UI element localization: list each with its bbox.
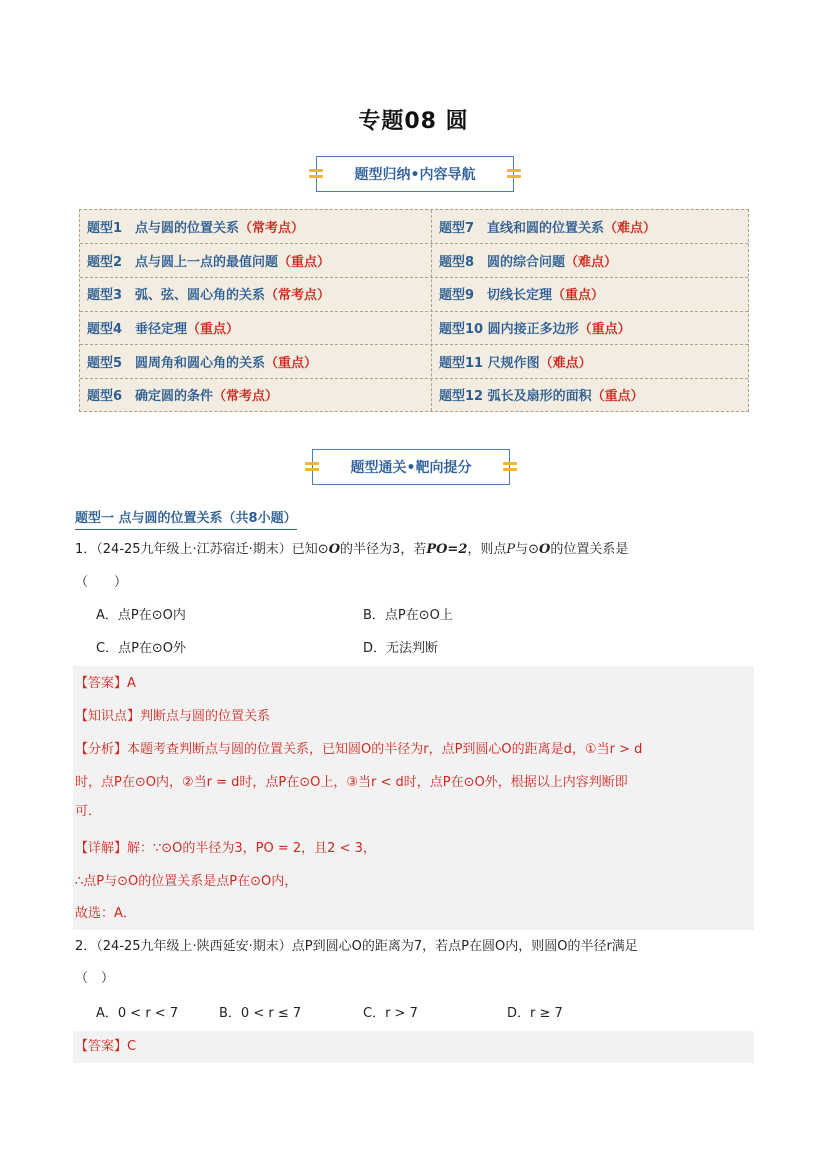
banner-decoration-right	[507, 166, 521, 184]
question-1-analysis-line-2: 时，点P在⊙O内，②当r = d时，点P在⊙O上，③当r < d时，点P在⊙O外，根据以上内容判断即	[75, 775, 628, 790]
nav-item-topic-10[interactable]: 题型10 圆内接正多边形 （重点）	[439, 322, 631, 337]
banner-navigation	[316, 156, 514, 192]
question-2-option-c[interactable]: C．r > 7	[363, 1006, 418, 1021]
nav-item-topic-7[interactable]: 题型7 直线和圆的位置关系 （难点）	[439, 221, 657, 236]
banner-label: 题型通关•靶向提分	[350, 460, 472, 476]
question-2-option-b[interactable]: B．0 < r ≤ 7	[219, 1006, 302, 1021]
question-1-option-c[interactable]: C．点P在⊙O外	[96, 641, 187, 656]
nav-item-topic-6[interactable]: 题型6 确定圆的条件 （常考点）	[87, 389, 279, 404]
question-1-detail-line-2: ∴点P与⊙O的位置关系是点P在⊙O内，	[75, 874, 298, 889]
nav-item-topic-11[interactable]: 题型11 尺规作图 （难点）	[439, 356, 592, 371]
question-1-option-b[interactable]: B．点P在⊙O上	[363, 608, 453, 623]
question-1-detail: 【详解】解：∵⊙O的半径为3，PO = 2，且2 < 3，	[75, 841, 376, 856]
nav-item-topic-8[interactable]: 题型8 圆的综合问题 （难点）	[439, 255, 618, 270]
question-1-stem: 1．（24-25九年级上·江苏宿迁·期末）已知⊙O的半径为3，若PO=2，则点P与⊙O的位置关系是	[75, 542, 629, 557]
question-1-detail-line-3: 故选：A．	[75, 906, 136, 921]
topic-navigation-table	[79, 209, 749, 412]
nav-item-topic-1[interactable]: 题型1 点与圆的位置关系 （常考点）	[87, 221, 305, 236]
question-1-analysis-line-3: 可．	[75, 804, 102, 819]
question-1-knowledge-point: 【知识点】判断点与圆的位置关系	[75, 709, 271, 724]
nav-item-topic-3[interactable]: 题型3 弧、弦、圆心角的关系 （常考点）	[87, 288, 331, 303]
banner-label: 题型归纳•内容导航	[354, 167, 476, 183]
section-title: 题型一 点与圆的位置关系（共8小题）	[75, 509, 297, 530]
banner-decoration-left	[305, 459, 319, 477]
question-1-option-d[interactable]: D．无法判断	[363, 641, 439, 656]
question-2-answer-box	[73, 1031, 754, 1063]
question-1-bracket: （ ）	[75, 575, 128, 590]
nav-item-topic-5[interactable]: 题型5 圆周角和圆心角的关系 （重点）	[87, 356, 318, 371]
nav-item-topic-2[interactable]: 题型2 点与圆上一点的最值问题 （重点）	[87, 255, 331, 270]
nav-item-topic-12[interactable]: 题型12 弧长及扇形的面积 （重点）	[439, 389, 644, 404]
question-1-option-a[interactable]: A．点P在⊙O内	[96, 608, 186, 623]
nav-item-topic-4[interactable]: 题型4 垂径定理 （重点）	[87, 322, 240, 337]
question-1-answer: 【答案】A	[75, 676, 136, 691]
question-2-stem: 2．（24-25九年级上·陕西延安·期末）点P到圆心O的距离为7，若点P在圆O内，则圆O的半径r满足	[75, 939, 638, 954]
question-1-analysis: 【分析】本题考查判断点与圆的位置关系，已知圆O的半径为r，点P到圆心O的距离是d，①当r > d	[75, 742, 643, 757]
question-2-option-a[interactable]: A．0 < r < 7	[96, 1006, 179, 1021]
banner-practice	[312, 449, 510, 485]
page-title: 专题08 圆	[358, 109, 469, 134]
nav-item-topic-9[interactable]: 题型9 切线长定理 （重点）	[439, 288, 605, 303]
question-2-answer: 【答案】C	[75, 1039, 137, 1054]
banner-decoration-right	[503, 459, 517, 477]
question-2-bracket: （ ）	[75, 971, 115, 986]
question-2-option-d[interactable]: D．r ≥ 7	[507, 1006, 563, 1021]
banner-decoration-left	[309, 166, 323, 184]
